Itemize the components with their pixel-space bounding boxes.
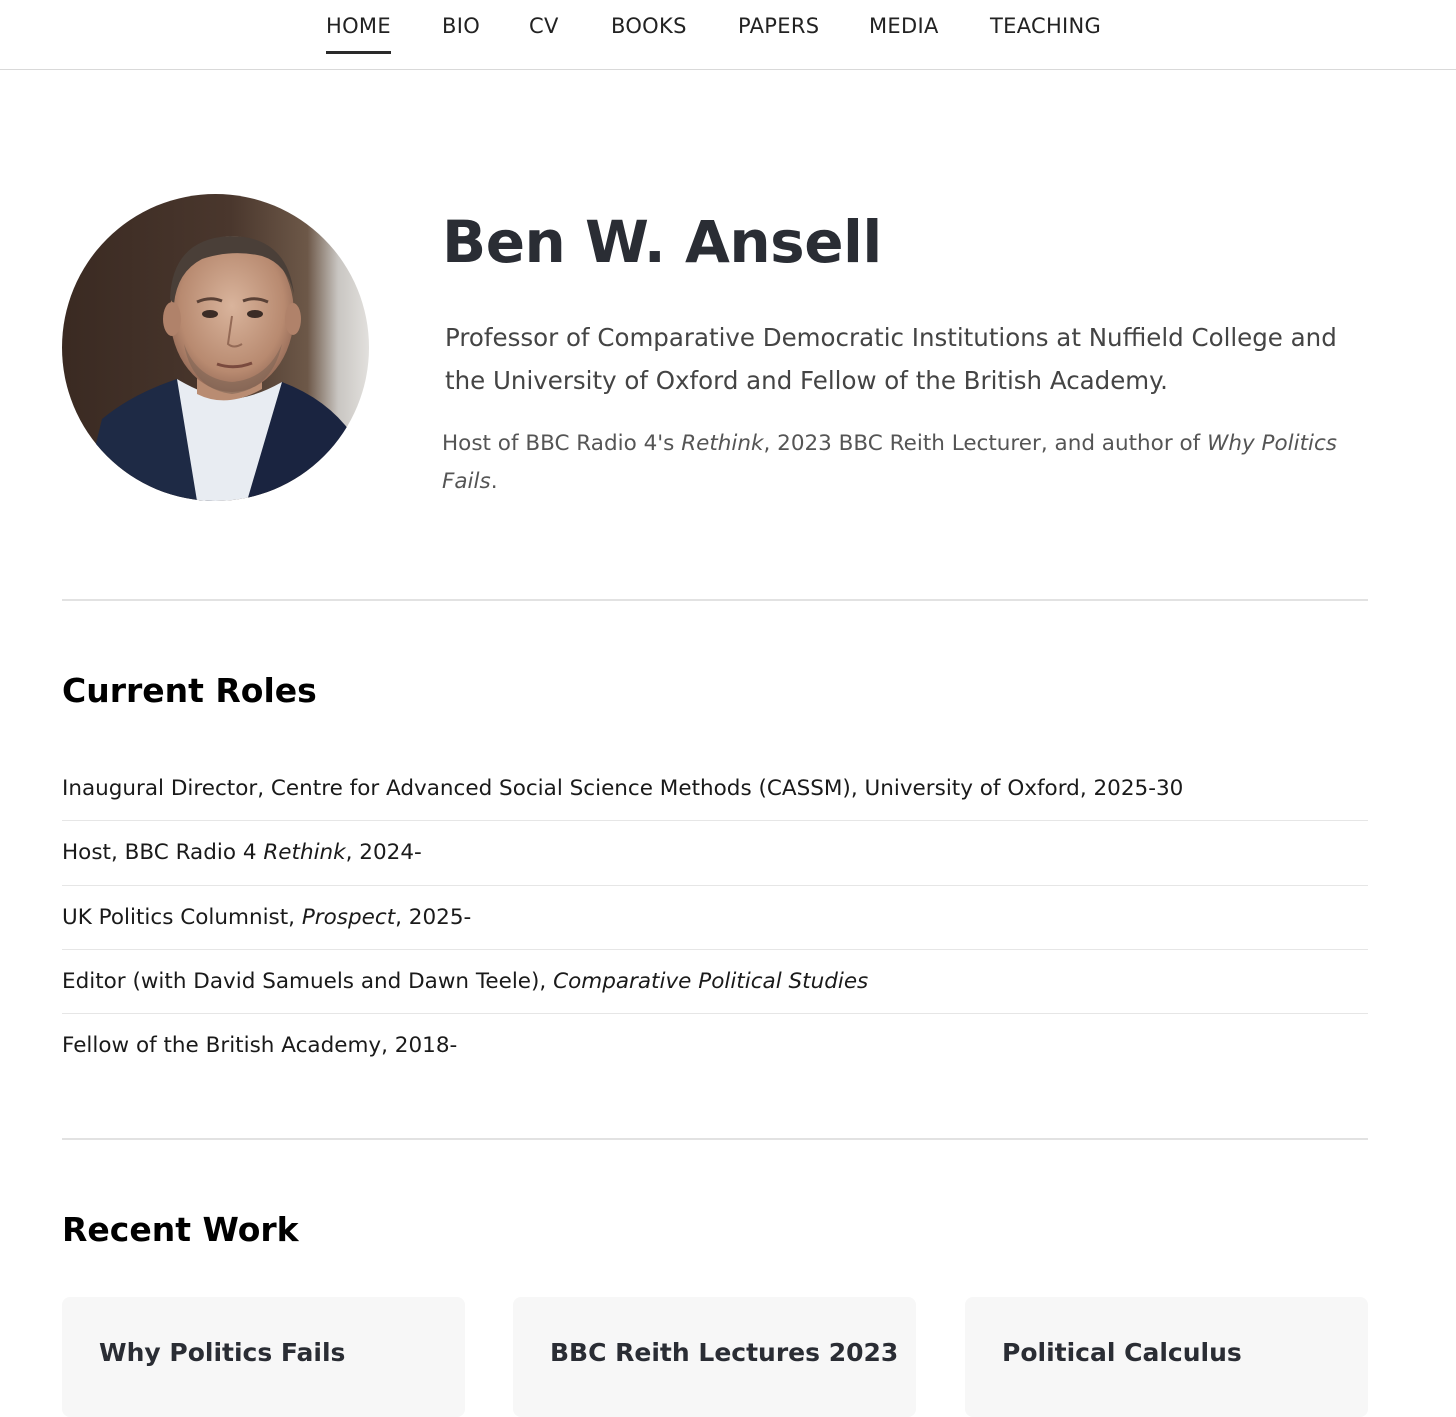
card-title[interactable]: BBC Reith Lectures 2023: [550, 1338, 899, 1367]
page-title: Ben W. Ansell: [442, 208, 882, 276]
role-item: [62, 821, 1368, 885]
host-text-2: , 2023 BBC Reith Lecturer, and author of: [763, 431, 1208, 456]
role-item: [62, 1014, 1368, 1078]
role-text-suffix: , 2024-: [345, 840, 422, 866]
card-title[interactable]: Political Calculus: [1002, 1338, 1242, 1367]
host-text-1: Host of BBC Radio 4's: [442, 431, 682, 456]
role-emphasis: Comparative Political Studies: [553, 968, 869, 994]
host-book-title: Why Politics Fails: [442, 431, 1337, 494]
role-text: UK Politics Columnist,: [62, 904, 302, 930]
portrait-photo-icon: [62, 194, 369, 501]
current-roles-heading: Current Roles: [62, 671, 317, 710]
nav-media[interactable]: MEDIA: [869, 14, 939, 38]
section-divider: [62, 599, 1368, 601]
role-item: [62, 886, 1368, 950]
host-show-rethink: Rethink: [681, 431, 764, 456]
current-roles-list: [62, 757, 1368, 1078]
work-card-reith-lectures[interactable]: [513, 1297, 916, 1417]
nav-books[interactable]: BOOKS: [611, 14, 687, 38]
nav-cv[interactable]: CV: [529, 14, 559, 38]
hero-description: Professor of Comparative Democratic Institutions at Nuffield College and the University of Oxford and Fellow of the British Academy.: [445, 323, 1337, 395]
nav-home[interactable]: HOME: [326, 14, 391, 38]
nav-papers[interactable]: PAPERS: [738, 14, 820, 38]
role-item: [62, 950, 1368, 1014]
section-divider: [62, 1138, 1368, 1140]
work-card-why-politics-fails[interactable]: [62, 1297, 465, 1417]
nav-bio[interactable]: BIO: [442, 14, 481, 38]
role-text: Inaugural Director, Centre for Advanced Social Science Methods (CASSM), University of Oxford, 2025-30: [62, 776, 1184, 801]
nav-teaching[interactable]: TEACHING: [990, 14, 1102, 38]
role-text: Host, BBC Radio 4: [62, 840, 264, 866]
profile-portrait: [62, 194, 369, 501]
hero-host-line: [442, 425, 1342, 501]
role-emphasis: Rethink: [263, 840, 346, 866]
top-navigation: [0, 0, 1456, 70]
card-title[interactable]: Why Politics Fails: [99, 1338, 346, 1367]
role-text: Editor (with David Samuels and Dawn Teele),: [62, 968, 554, 994]
role-item: [62, 757, 1368, 821]
role-emphasis: Prospect: [301, 904, 396, 930]
role-text: Fellow of the British Academy, 2018-: [62, 1033, 458, 1059]
role-text-suffix: , 2025-: [395, 904, 472, 930]
work-card-political-calculus[interactable]: [965, 1297, 1368, 1417]
recent-work-heading: Recent Work: [62, 1210, 299, 1249]
host-text-3: .: [490, 469, 498, 494]
